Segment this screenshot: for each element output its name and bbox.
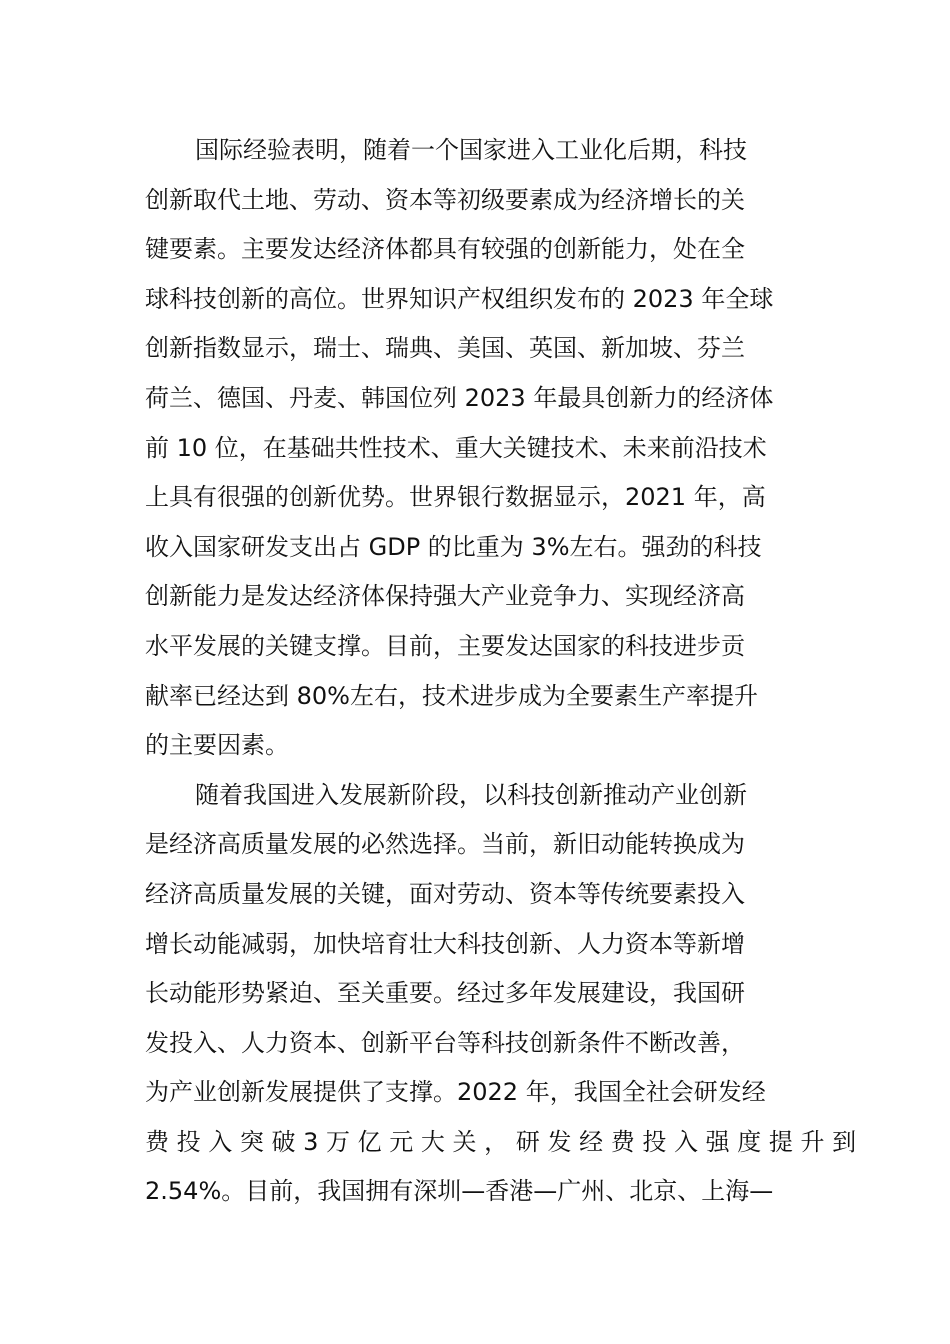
text-line: 键要素。主要发达经济体都具有较强的创新能力，处在全 xyxy=(145,235,745,264)
paragraph-1 xyxy=(145,126,807,771)
text-line: 的主要因素。 xyxy=(145,731,289,760)
text-line: 上具有很强的创新优势。世界银行数据显示，2021 年，高 xyxy=(145,483,766,512)
text-line: 国际经验表明，随着一个国家进入工业化后期，科技 xyxy=(195,136,747,164)
text-line: 球科技创新的高位。世界知识产权组织发布的 2023 年全球 xyxy=(145,284,774,313)
text-line: 荷兰、德国、丹麦、韩国位列 2023 年最具创新力的经济体 xyxy=(145,383,774,412)
text-line: 随着我国进入发展新阶段，以科技创新推动产业创新 xyxy=(195,780,747,809)
text-line: 收入国家研发支出占 GDP 的比重为 3%左右。强劲的科技 xyxy=(145,532,762,561)
text-line: 为产业创新发展提供了支撑。2022 年，我国全社会研发经 xyxy=(145,1078,766,1107)
text-line: 增长动能减弱，加快培育壮大科技创新、人力资本等新增 xyxy=(145,929,745,958)
text-line: 创新能力是发达经济体保持强大产业竞争力、实现经济高 xyxy=(145,582,745,611)
text-line: 是经济高质量发展的必然选择。当前，新旧动能转换成为 xyxy=(145,830,745,859)
text-line: 献率已经达到 80%左右，技术进步成为全要素生产率提升 xyxy=(145,681,758,710)
text-line: 2.54%。目前，我国拥有深圳—香港—广州、北京、上海— xyxy=(145,1177,774,1206)
text-line: 前 10 位，在基础共性技术、重大关键技术、未来前沿技术 xyxy=(145,433,767,462)
text-line: 长动能形势紧迫、至关重要。经过多年发展建设，我国研 xyxy=(145,979,745,1008)
text-line: 发投入、人力资本、创新平台等科技创新条件不断改善， xyxy=(145,1028,745,1057)
document-body xyxy=(145,126,857,1217)
text-line: 费 投 入 突 破 3 万 亿 元 大 关 ， 研 发 经 费 投 入 强 度 提 升 到 xyxy=(145,1127,857,1156)
paragraph-2 xyxy=(145,771,857,1217)
text-line: 创新指数显示，瑞士、瑞典、美国、英国、新加坡、芬兰 xyxy=(145,334,745,363)
text-line: 水平发展的关键支撑。目前，主要发达国家的科技进步贡 xyxy=(145,631,745,660)
text-line: 创新取代土地、劳动、资本等初级要素成为经济增长的关 xyxy=(145,185,745,214)
text-line: 经济高质量发展的关键，面对劳动、资本等传统要素投入 xyxy=(145,879,745,908)
